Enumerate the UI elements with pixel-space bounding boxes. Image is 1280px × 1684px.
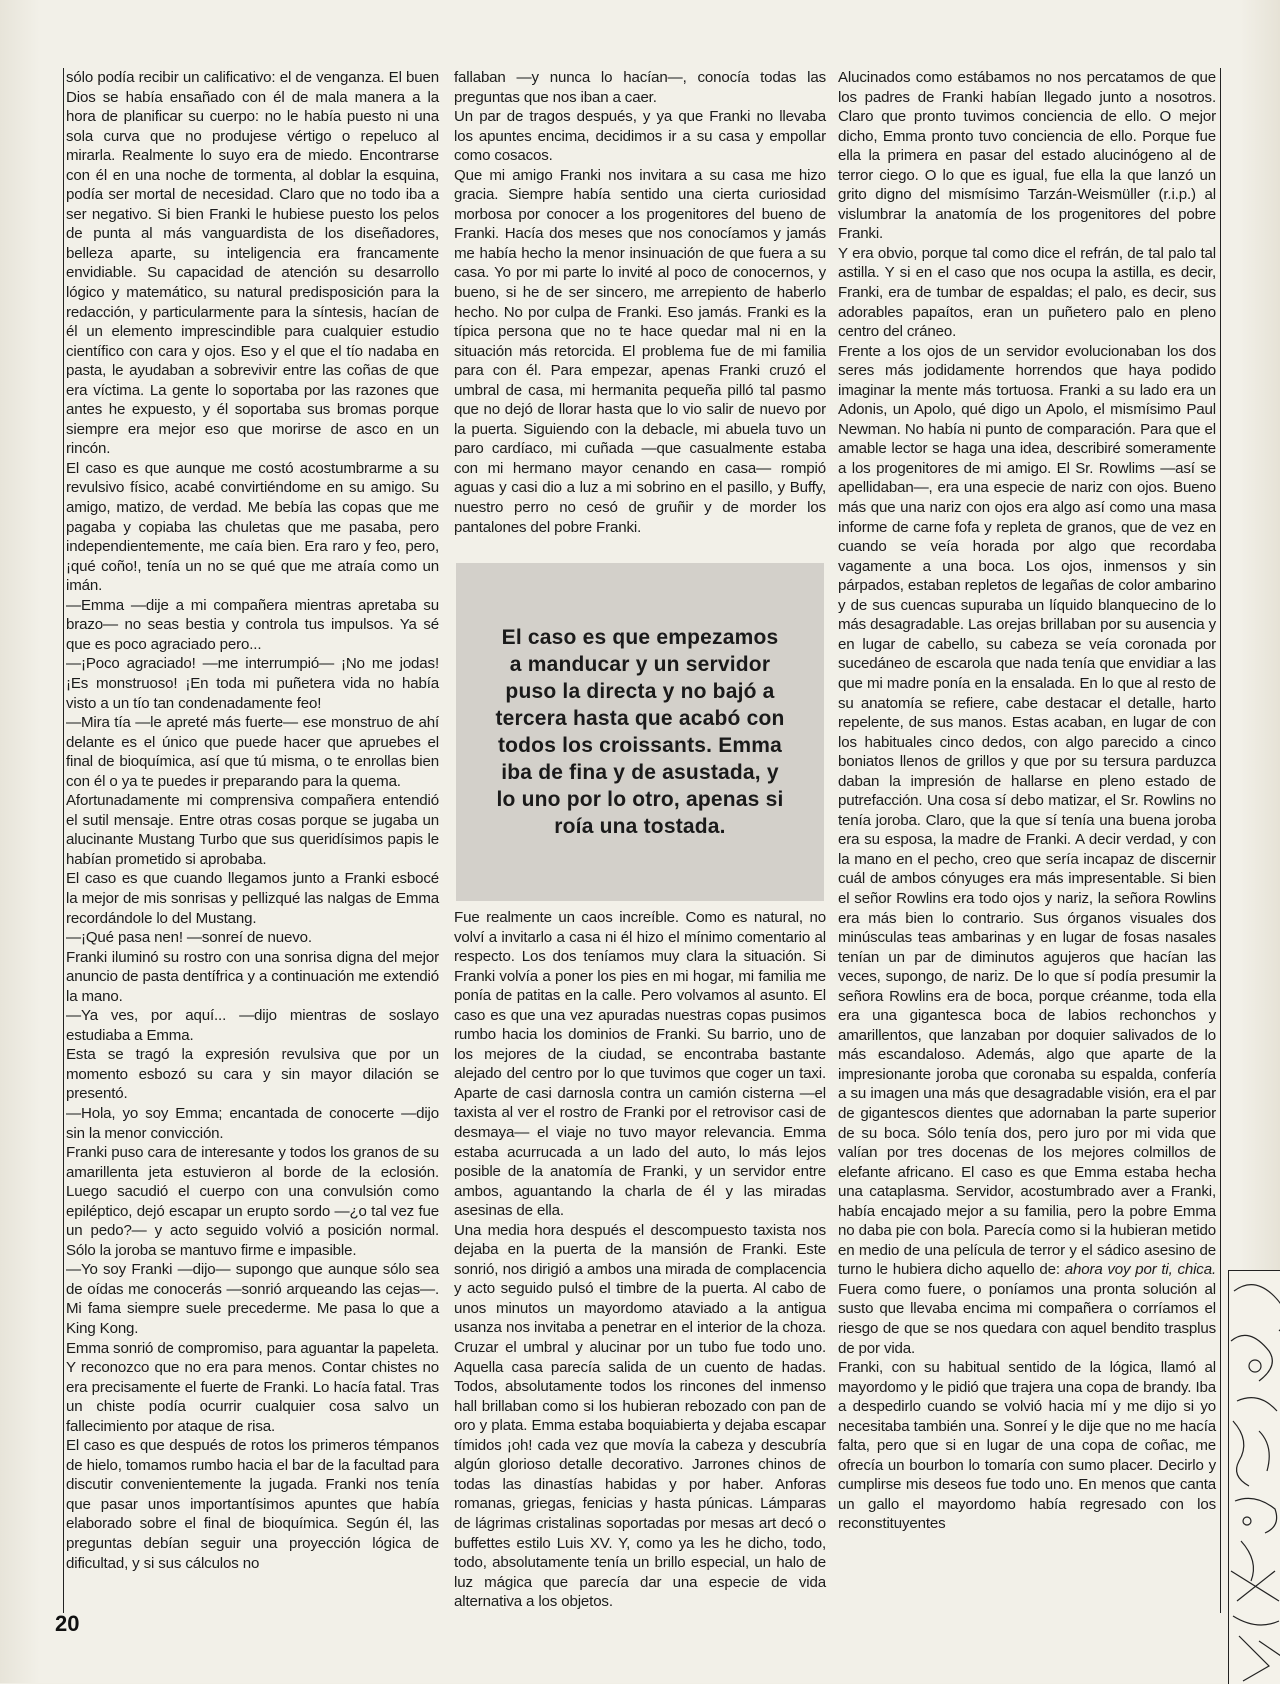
paragraph [838, 342, 1216, 1358]
column-2-upper [454, 68, 826, 537]
pull-quote-box [456, 563, 824, 901]
paragraph: fallaban —y nunca lo hacían—, conocía todas las preguntas que nos iban a caer. [454, 69, 826, 106]
paragraph: Emma sonrió de compromiso, para aguantar la papeleta. Y reconozco que no era para menos. Contar chistes no era precisamente el fuerte de Franki. Lo hacía fatal. Tras un chiste podía ocurrir cualquier cosa salvo un fallecimiento por ataque de risa. [66, 1339, 439, 1435]
paragraph: Alucinados como estábamos no nos percatamos de que los padres de Franki habían llegado junto a nosotros. Claro que pronto tuvimos conciencia de ello. O mejor dicho, Emma pronto tuvo conciencia de ello. Porque fue ella la primera en pasar del estado alucinógeno al de terror ciego. O lo que es igual, fue ella la que lanzó un grito digno del mismísimo Tarzán-Weismüller (r.i.p.) al vislumbrar la anatomía de los progenitores del pobre Franki. [838, 69, 1216, 243]
paragraph: —¡Qué pasa nen! —sonreí de nuevo. [66, 929, 312, 947]
column-2-lower [454, 908, 826, 1612]
paragraph: —Emma —dije a mi compañera mientras apretaba su brazo— no seas bestia y controla tus impulsos. Ya sé que es poco agraciado pero... [66, 596, 439, 653]
text-column-1 [63, 68, 439, 1613]
illustration-fragment [1228, 1270, 1280, 1684]
paragraph: El caso es que cuando llegamos junto a Franki esbocé la mejor de mis sonrisas y pellizqué las nalgas de Emma recordándole lo del Mustang. [66, 870, 439, 927]
pull-quote: El caso es que empezamos a manducar y un servidor puso la directa y no bajó a tercera hasta que acabó con todos los croissants. Emma iba de fina y de asustada, y lo uno por lo otro, apenas si roía una tostada. [495, 626, 785, 838]
paragraph: Franki iluminó su rostro con una sonrisa digna del mejor anuncio de pasta dentífrica y a continuación me extendió la mano. [66, 948, 439, 1005]
paragraph-text: Frente a los ojos de un servidor evolucionaban los dos seres más jodidamente horrendos que haya podido imaginar la mente más tortuosa. Franki a su lado era un Adonis, un Apolo, qué digo un Apolo, el mismísimo Paul Newman. No había ni punto de comparación. Para que el amable lector se haga una idea, describiré someramente a los progenitores de mi amigo. El Sr. Rowlims —así se apellidaban—, era una especie de nariz con ojos. Bueno más que una nariz con ojos era algo así como una masa informe de carne fofa y repleta de granos, que de vez en cuando se veía horada por algo que recordaba vagamente a una boca. Los ojos, inmensos y sin párpados, estaban repletos de legañas de color ambarino y de sus cuencas supuraba un líquido blanquecino de lo más desagradable. Las orejas brillaban por su ausencia y en lugar de cabello, su cabeza se veía coronada por sucedáneo de escarola que nada tenía que envidiar a las que mi madre ponía en la ensalada. En lo que al resto de su anatomía se refiere, cabe destacar el detalle, harto repelente, de sus manos. Estas acaban, en lugar de con los habituales cinco dedos, con algo parecido a cinco boniatos llenos de grillos y que por su tersura parduzca daban la impresión de hallarse en pleno estado de putrefacción. Una cosa sí debo matizar, el Sr. Rowlins no tenía joroba. Claro, que la que sí tenía una buena joroba era su esposa, la madre de Franki. A decir verdad, y con la mano en el pecho, creo que sería incapaz de discernir cuál de ambos cónyuges era más impresentable. Si bien el señor Rowlins era todo ojos y nariz, la señora Rowlins era más bien lo contrario. Sus órganos visuales dos minúsculas teas ambarinas y en lugar de fosas nasales tenían un par de diminutos agujeros que hacían las veces, supongo, de nariz. De lo que sí podía presumir la señora Rowlins era de boca, porque créanme, toda ella era una gigantesca boca de labios rechonchos y amarillentos, que lanzaban por doquier salivados de lo más escandaloso. Además, algo que aparte de la impresionante joroba que coronaba su espalda, confería a su imagen una más que desagradable visión, era el par de gigantescos dientes que adornaban la parte superior de su boca. Sólo tenía dos, pero juro por mi vida que valían por tres docenas de los mejores colmillos de elefante africano. El caso es que Emma estaba hecha una cataplasma. Servidor, acostumbrado aver a Franki, había encajado mejor a su familia, pero la pobre Emma no daba pie con bola. Parecía como si la hubieran metido en medio de una película de terror y el sádico asesino de turno le hubiera dicho aquello de: [838, 342, 1216, 1279]
paragraph: —Hola, yo soy Emma; encantada de conocerte —dijo sin la menor convicción. [66, 1104, 439, 1142]
text-column-3 [838, 68, 1221, 1613]
paragraph: Franki puso cara de interesante y todos los granos de su amarillenta jeta estuvieron al borde de la eclosión. Luego sacudió el cuerpo con una convulsión como epiléptico, dejó escapar un erupto sordo —¿o tal vez fue un pedo?— y acto seguido volvió a posición normal. Sólo la joroba se mantuvo firme e impasible. [66, 1144, 439, 1259]
italic-quote: ahora voy por ti, chica. [1064, 1261, 1216, 1279]
paragraph-text: Fuera como fuere, o poníamos una pronta solución al susto que llevaba encima mi compañera o corríamos el riesgo de que se nos quedara con aquel bendito trasplus de por vida. [838, 1280, 1216, 1357]
paragraph: Esta se tragó la expresión revulsiva que por un momento esbozó su cara y sin mayor dilación se presentó. [66, 1046, 439, 1103]
paragraph: sólo podía recibir un calificativo: el de venganza. El buen Dios se había ensañado con él de mala manera a la hora de planificar su cuerpo: no le había puesto ni una sola curva que no produjese vértigo o repeluco al mirarla. Realmente lo suyo era de miedo. Encontrarse con él en una noche de tormenta, al doblar la esquina, podía ser mortal de necesidad. Claro que no todo iba a ser negativo. Si bien Franki le hubiese puesto los pelos de punta al más vanguardista de los diseñadores, belleza aparte, su inteligencia era francamente envidiable. Su capacidad de atención su desarrollo lógico y matemático, su natural predisposición para la redacción, y particularmente para la síntesis, hacían de él un elemento imprescindible para cualquier estudio científico con cara y ojos. Eso y el que el tío nadaba en pasta, le ayudaban a sobrevivir entre las coñas de que era víctima. La gente lo soportaba por las razones que antes he expuesto, y él soportaba sus bromas porque siempre era mejor eso que morirse de asco en un rincón. [66, 69, 439, 458]
paragraph: Fue realmente un caos increíble. Como es natural, no volví a invitarlo a casa ni él hizo el mínimo comentario al respecto. Los dos teníamos muy clara la situación. Si Franki volvía a poner los pies en mi hogar, mi familia me ponía de patitas en la calle. Pero volvamos al asunto. El caso es que una vez apuradas nuestras copas pusimos rumbo hacia los dominios de Franki. Su barrio, uno de los mejores de la ciudad, se encontraba bastante alejado del centro por lo que tuvimos que coger un taxi. Aparte de casi darnosla contra un camión cisterna —el taxista al ver el rostro de Franki por el retrovisor casi de desmaya— el viaje no tuvo mayor relevancia. Emma estaba acurrucada a un lado del auto, lo más lejos posible de la anatomía de Franki, y un servidor entre ambos, aguantando la charla de él y las miradas asesinas de ella. [454, 909, 826, 1220]
line-art-illustration [1229, 1271, 1280, 1684]
paragraph: Que mi amigo Franki nos invitara a su casa me hizo gracia. Siempre había sentido una cierta curiosidad morbosa por conocer a los progenitores del bueno de Franki. Hacía dos meses que nos conocíamos y jamás me había hecho la menor insinuación de que fuera a su casa. Yo por mi parte lo invité al poco de conocernos, y bueno, si he de ser sincero, me arrepiento de haberlo hecho. No por culpa de Franki. Eso jamás. Franki es la típica persona que no te hace quedar mal ni en la situación más retorcida. El problema fue de mi familia para con él. Para empezar, apenas Franki cruzó el umbral de casa, mi hermanita pequeña pilló tal pasmo que no dejó de llorar hasta que lo vio salir de nuevo por la puerta. Siguiendo con la debacle, mi abuela tuvo un paro cardíaco, mi cuñada —que casualmente estaba con mi hermano mayor cenando en casa— rompió aguas y casi dio a luz a mi sobrino en el pasillo, y Buffy, nuestro perro no cesó de gruñir y de morder los pantalones del pobre Franki. [454, 166, 826, 536]
paragraph: Y era obvio, porque tal como dice el refrán, de tal palo tal astilla. Y si en el caso que nos ocupa la astilla, es decir, Franki, era de tumbar de espaldas; el palo, es decir, sus adorables papaítos, eran un puñetero palo en pleno centro del cráneo. [838, 244, 1216, 341]
paragraph: —Yo soy Franki —dijo— supongo que aunque sólo sea de oídas me conocerás —sonrió arqueando las cejas—. Mi fama siempre suele precederme. Me pasa lo que a King Kong. [66, 1261, 439, 1337]
paragraph: —¡Poco agraciado! —me interrumpió— ¡No me jodas! ¡Es monstruoso! ¡En toda mi puñetera vida no había visto a un tío tan condenadamente feo! [66, 655, 439, 712]
paragraph: Afortunadamente mi comprensiva compañera entendió el sutil mensaje. Entre otras cosas porque se jugaba un alucinante Mustang Turbo que sus queridísimos papis le habían prometido si aprobaba. [66, 792, 439, 868]
page-number: 20 [55, 1611, 80, 1636]
paragraph: Una media hora después el descompuesto taxista nos dejaba en la puerta de la mansión de Franki. Este sonrió, nos dirigió a ambos una mirada de complacencia y acto seguido pulsó el timbre de la puerta. Al cabo de unos minutos un mayordomo ataviado a la antigua usanza nos invitaba a penetrar en el interior de la choza. Cruzar el umbral y alucinar por un tubo fue todo uno. Aquella casa parecía salida de un cuento de hadas. Todos, absolutamente todos los rincones del inmenso hall brillaban como si los hubieran rebozado con pan de oro y plata. Emma estaba boquiabierta y dejaba escapar tímidos ¡oh! cada vez que movía la cabeza y descubría algún glorioso detalle decorativo. Jarrones chinos de todas las dinastías habidas y por haber. Anforas romanas, griegas, fenicias y hasta púnicas. Lámparas de lágrimas cristalinas soportadas por mesas art decó o buffettes estilo Luis XV. Y, como ya les he dicho, todo, todo, absolutamente tenía un brillo especial, un halo de luz mágica que parecía dar una especie de vida alternativa a los objetos. [454, 1221, 826, 1611]
paragraph: Un par de tragos después, y ya que Franki no llevaba los apuntes encima, decidimos ir a su casa y empollar como cosacos. [454, 108, 826, 165]
paragraph: —Mira tía —le apreté más fuerte— ese monstruo de ahí delante es el único que puede hacer que apruebes el final de bioquímica, así que tú misma, o te enrollas bien con él o ya te puedes ir preparando para la quema. [66, 714, 439, 790]
paragraph: —Ya ves, por aquí... —dijo mientras de soslayo estudiaba a Emma. [66, 1007, 439, 1044]
paragraph: El caso es que después de rotos los primeros témpanos de hielo, tomamos rumbo hacia el bar de la facultad para discutir convenientemente la jugada. Franki nos tenía que pasar unos importantísimos apuntes que había elaborado sobre el final de bioquímica. Según él, las preguntas debían seguir una proyección lógica de dificultad, y si sus cálculos no [66, 1437, 439, 1572]
paragraph: Franki, con su habitual sentido de la lógica, llamó al mayordomo y le pidió que trajera una copa de brandy. Iba a despedirlo cuando se volvió hacia mí y me dijo si yo necesitaba también una. Sonreí y le dije que no me hacía falta, pero que si en lugar de una copa de coñac, me ofrecía un bourbon lo tomaría con sumo placer. Decirlo y cumplirse mis deseos fue todo uno. En menos que canta un gallo el mayordomo había regresado con los reconstituyentes [838, 1359, 1216, 1533]
paragraph: El caso es que aunque me costó acostumbrarme a su revulsivo físico, acabé convirtiéndome en su amigo. Su amigo, matizo, de verdad. Me bebía las copas que me pagaba y copiaba las chuletas que me pasaba, pero independientemente, me caía bien. Era raro y feo, pero, ¡qué coño!, tenía un no se qué que me atraía como un imán. [66, 459, 439, 595]
